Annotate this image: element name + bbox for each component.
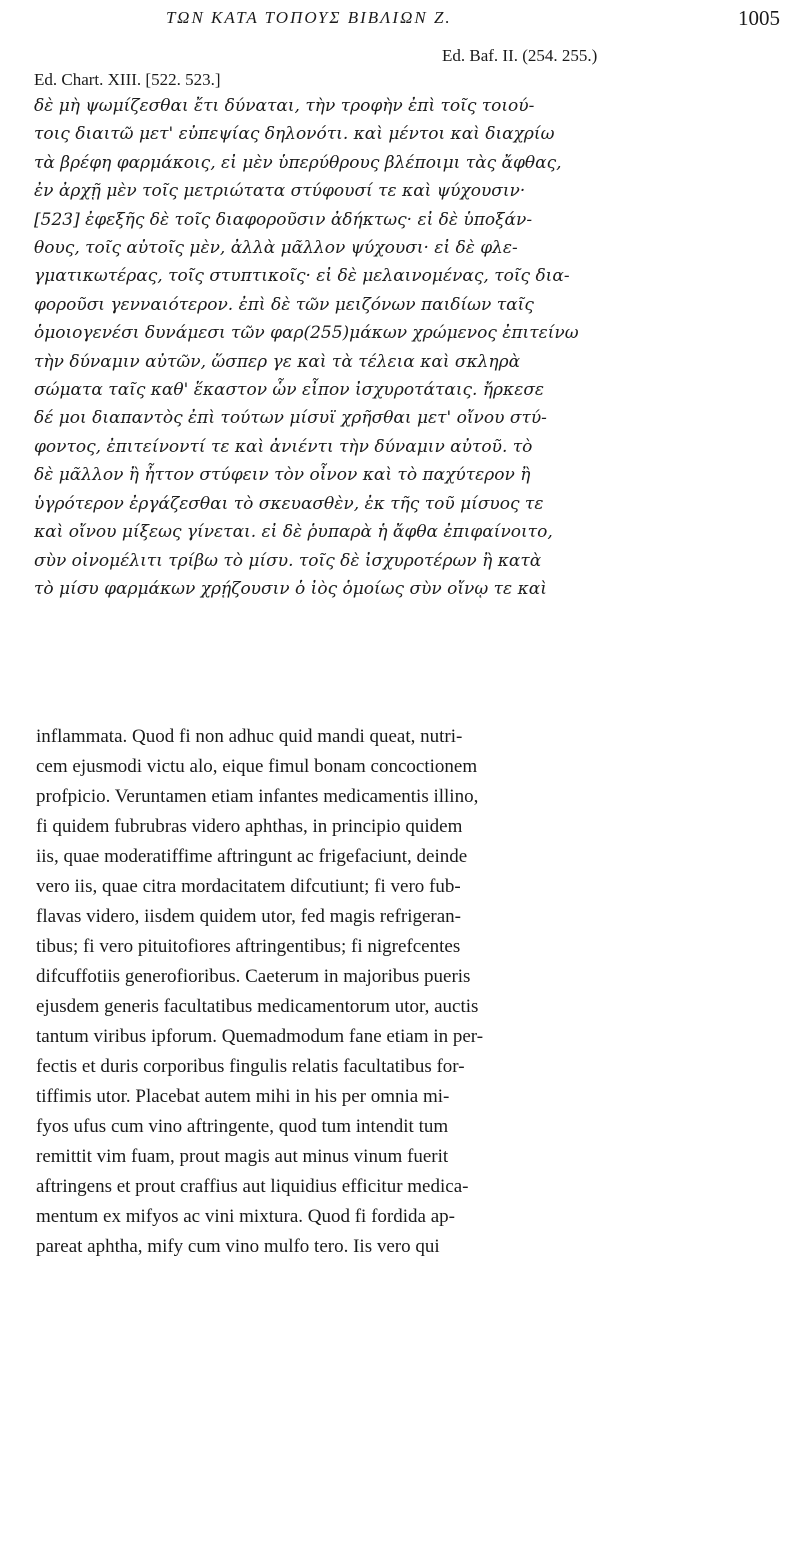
latin-line: fyos ufus cum vino aftringente, quod tum intendit tum — [36, 1116, 449, 1137]
latin-line: pareat aphtha, mify cum vino mulfo tero. Iis vero qui — [36, 1236, 440, 1257]
greek-line: ὑγρότερον ἐργάζεσθαι τὸ σκευασθὲν, ἐκ τῆς τοῦ μίσυος τε — [34, 493, 544, 514]
greek-line: τὰ βρέφη φαρμάκοις, εἰ μὲν ὑπερύθρους βλέποιμι τὰς ἄφθας, — [34, 152, 562, 173]
latin-line: inflammata. Quod fi non adhuc quid mandi queat, nutri- — [36, 726, 463, 747]
greek-line: ἐν ἀρχῇ μὲν τοῖς μετριώτατα στύφουσί τε καὶ ψύχουσιν· — [34, 181, 526, 202]
latin-line: mentum ex mifyos ac vini mixtura. Quod fi fordida ap- — [36, 1206, 455, 1227]
greek-line: [523] ἐφεξῆς δὲ τοῖς διαφοροῦσιν ἀδήκτως· εἰ δὲ ὑποξάν- — [34, 209, 533, 230]
latin-line: tibus; fi vero pituitofiores aftringentibus; fi nigrefcentes — [36, 936, 461, 957]
greek-line: σὺν οἰνομέλιτι τρίβω τὸ μίσυ. τοῖς δὲ ἰσχυροτέρων ἢ κατὰ — [34, 550, 542, 571]
latin-line: fectis et duris corporibus fingulis relatis facultatibus for- — [36, 1056, 465, 1077]
greek-line: γματικωτέρας, τοῖς στυπτικοῖς· εἰ δὲ μελαινομένας, τοῖς δια- — [34, 266, 570, 287]
latin-line: cem ejusmodi victu alo, eique fimul bonam concoctionem — [36, 756, 478, 777]
latin-line: iis, quae moderatiffime aftringunt ac frigefaciunt, deinde — [36, 846, 468, 867]
greek-line: τοις διαιτῶ μετ' εὐπεψίας δηλονότι. καὶ μέντοι καὶ διαχρίω — [34, 124, 555, 145]
greek-line: δὲ μὴ ψωμίζεσθαι ἔτι δύναται, τὴν τροφὴν ἐπὶ τοῖς τοιού- — [34, 96, 535, 116]
greek-line: τὸ μίσυ φαρμάκων χρῄζουσιν ὁ ἰὸς ὁμοίως σὺν οἴνῳ τε καὶ — [34, 578, 547, 599]
latin-line: tiffimis utor. Placebat autem mihi in his per omnia mi- — [36, 1086, 450, 1107]
latin-line: remittit vim fuam, prout magis aut minus vinum fuerit — [36, 1146, 449, 1167]
page-header — [60, 6, 780, 40]
greek-line: δέ μοι διαπαντὸς ἐπὶ τούτων μίσυϊ χρῆσθαι μετ' οἴνου στύ- — [34, 408, 547, 429]
latin-line: ejusdem generis facultatibus medicamentorum utor, auctis — [36, 996, 479, 1017]
greek-line: φοντος, ἐπιτείνοντί τε καὶ ἀνιέντι τὴν δύναμιν αὐτοῦ. τὸ — [34, 436, 533, 457]
greek-line: θους, τοῖς αὐτοῖς μὲν, ἀλλὰ μᾶλλον ψύχουσι· εἰ δὲ φλε- — [34, 238, 518, 259]
greek-line: σώματα ταῖς καθ' ἕκαστον ὧν εἶπον ἰσχυροτάταις. ἤρκεσε — [34, 380, 545, 401]
greek-text — [34, 92, 774, 603]
running-head: ΤΩΝ ΚΑΤΑ ΤΟΠΟΥΣ ΒΙΒΛΙΩΝ Ζ. — [166, 8, 452, 27]
greek-line: τὴν δύναμιν αὐτῶν, ὥσπερ γε καὶ τὰ τέλεια καὶ σκληρὰ — [34, 351, 521, 372]
latin-line: aftringens et prout craffius aut liquidius efficitur medica- — [36, 1176, 469, 1197]
latin-line: profpicio. Veruntamen etiam infantes medicamentis illino, — [36, 786, 479, 807]
latin-line: fi quidem fubrubras videro aphthas, in principio quidem — [36, 816, 463, 837]
basel-edition-reference: Ed. Baf. II. (254. 255.) — [442, 46, 598, 65]
latin-line: vero iis, quae citra mordacitatem difcutiunt; fi vero fub- — [36, 876, 461, 897]
chartier-edition-reference: Ed. Chart. XIII. [522. 523.] — [34, 70, 221, 89]
latin-line: difcuffotiis generofioribus. Caeterum in majoribus pueris — [36, 966, 471, 987]
latin-line: flavas videro, iisdem quidem utor, fed magis refrigeran- — [36, 906, 462, 927]
greek-line: καὶ οἴνου μίξεως γίνεται. εἰ δὲ ῥυπαρὰ ἡ ἄφθα ἐπιφαίνοιτο, — [34, 522, 553, 543]
greek-line: φοροῦσι γενναιότερον. ἐπὶ δὲ τῶν μειζόνων παιδίων ταῖς — [34, 294, 534, 315]
page-number: 1005 — [738, 6, 780, 30]
latin-line: tantum viribus ipforum. Quemadmodum fane etiam in per- — [36, 1026, 484, 1047]
greek-line: ὁμοιογενέσι δυνάμεσι τῶν φαρ(255)μάκων χρώμενος ἐπιτείνω — [34, 323, 579, 344]
latin-text — [36, 722, 776, 1262]
greek-line: δὲ μᾶλλον ἢ ἧττον στύφειν τὸν οἶνον καὶ τὸ παχύτερον ἢ — [34, 465, 531, 486]
